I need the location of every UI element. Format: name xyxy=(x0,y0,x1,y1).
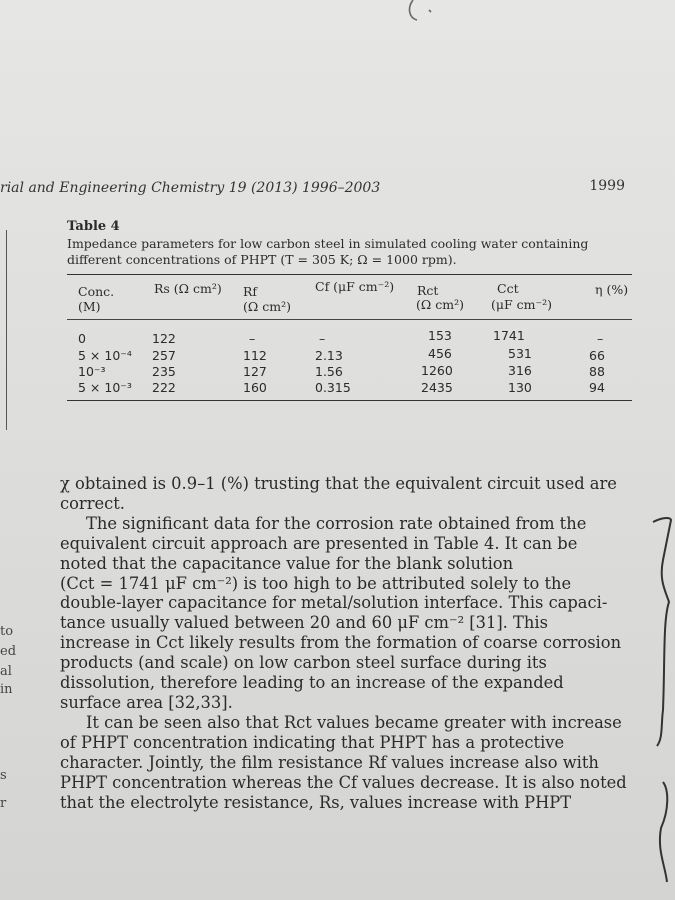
cell-eta: 94 xyxy=(589,380,605,395)
col-cct-unit: (μF cm⁻²) xyxy=(491,297,552,312)
cell-conc: 5 × 10⁻³ xyxy=(78,380,132,395)
cell-eta: 66 xyxy=(589,348,605,363)
body-line: increase in Cct likely results from the formation of coarse corrosion xyxy=(60,633,622,653)
page-number: 1999 xyxy=(589,178,625,194)
margin-fragment: to xyxy=(0,624,14,639)
cell-rf: 127 xyxy=(243,364,267,379)
table-body xyxy=(67,320,632,396)
col-cct: Cct xyxy=(497,281,519,296)
cell-conc: 10⁻³ xyxy=(78,364,106,379)
table-caption-line2: different concentrations of PHPT (T = 305 K; Ω = 1000 rpm). xyxy=(67,252,457,267)
cell-cct: 316 xyxy=(508,363,532,378)
margin-fragment: r xyxy=(0,796,7,811)
body-line: products (and scale) on low carbon steel surface during its xyxy=(60,653,547,673)
table-caption-line1: Impedance parameters for low carbon steel in simulated cooling water containing xyxy=(67,236,589,251)
cell-cct: 130 xyxy=(508,380,532,395)
body-line: χ obtained is 0.9–1 (%) trusting that the equivalent circuit used are xyxy=(60,474,617,493)
cell-rs: 222 xyxy=(152,380,176,395)
journal-header: rial and Engineering Chemistry 19 (2013) 1996–2003 xyxy=(0,180,381,196)
table-row xyxy=(67,364,632,381)
cell-rf: 112 xyxy=(243,348,267,363)
body-line: The significant data for the corrosion rate obtained from the xyxy=(86,513,587,533)
cell-cf: 1.56 xyxy=(315,364,343,379)
body-line: of PHPT concentration indicating that PHPT has a protective xyxy=(60,732,565,752)
cell-rs: 122 xyxy=(152,331,176,346)
column-edge xyxy=(0,230,7,430)
body-line: correct. xyxy=(60,493,125,513)
table-title: Table 4 xyxy=(67,219,120,234)
cell-cf: – xyxy=(319,331,326,346)
cell-cct: 1741 xyxy=(493,328,525,343)
col-rs: Rs (Ω cm²) xyxy=(154,281,222,296)
col-rct-unit: (Ω cm²) xyxy=(416,297,464,312)
cell-rct: 1260 xyxy=(421,363,453,378)
table-header xyxy=(67,275,632,317)
table-4 xyxy=(67,219,632,401)
margin-fragment: s xyxy=(0,768,7,783)
body-line: It can be seen also that Rct values became greater with increase xyxy=(86,712,622,732)
pen-mark xyxy=(395,0,455,28)
table-row xyxy=(67,348,632,365)
cell-rct: 153 xyxy=(428,328,452,343)
cell-eta: 88 xyxy=(589,364,605,379)
pen-bracket xyxy=(649,510,675,900)
cell-rct: 456 xyxy=(428,346,452,361)
col-rf: Rf xyxy=(243,284,258,299)
cell-conc: 5 × 10⁻⁴ xyxy=(78,348,132,363)
body-line: double-layer capacitance for metal/solution interface. This capaci- xyxy=(60,593,608,613)
col-eta: η (%) xyxy=(595,282,629,297)
col-rf-unit: (Ω cm²) xyxy=(243,299,291,314)
margin-fragment: al xyxy=(0,664,12,679)
col-conc-unit: (M) xyxy=(78,299,101,314)
col-conc: Conc. xyxy=(78,284,115,299)
cell-rf: – xyxy=(249,331,256,346)
body-line: (Cct = 1741 μF cm⁻²) is too high to be attributed solely to the xyxy=(60,573,572,593)
table-bottom-rule xyxy=(67,400,632,401)
table-row xyxy=(67,380,632,397)
cell-eta: – xyxy=(597,331,604,346)
body-line: tance usually valued between 20 and 60 μF cm⁻² [31]. This xyxy=(60,613,548,633)
cell-rs: 257 xyxy=(152,348,176,363)
body-line: PHPT concentration whereas the Cf values decrease. It is also noted xyxy=(60,772,627,792)
body-line: that the electrolyte resistance, Rs, values increase with PHPT xyxy=(60,792,572,812)
body-line: surface area [32,33]. xyxy=(60,692,233,712)
cell-rf: 160 xyxy=(243,380,267,395)
cell-rs: 235 xyxy=(152,364,176,379)
body-line: equivalent circuit approach are presented in Table 4. It can be xyxy=(60,533,578,553)
margin-fragment: in xyxy=(0,682,13,697)
cell-conc: 0 xyxy=(78,331,86,346)
margin-fragment: ed xyxy=(0,644,17,659)
table-row xyxy=(67,328,632,348)
cell-rct: 2435 xyxy=(421,380,453,395)
body-line: character. Jointly, the film resistance Rf values increase also with xyxy=(60,752,599,772)
cell-cct: 531 xyxy=(508,346,532,361)
col-cf: Cf (μF cm⁻²) xyxy=(315,279,395,294)
cell-cf: 2.13 xyxy=(315,348,343,363)
body-text xyxy=(60,474,646,812)
body-line: noted that the capacitance value for the blank solution xyxy=(60,553,514,573)
col-rct: Rct xyxy=(417,283,439,298)
body-line: dissolution, therefore leading to an increase of the expanded xyxy=(60,673,564,693)
cell-cf: 0.315 xyxy=(315,380,351,395)
